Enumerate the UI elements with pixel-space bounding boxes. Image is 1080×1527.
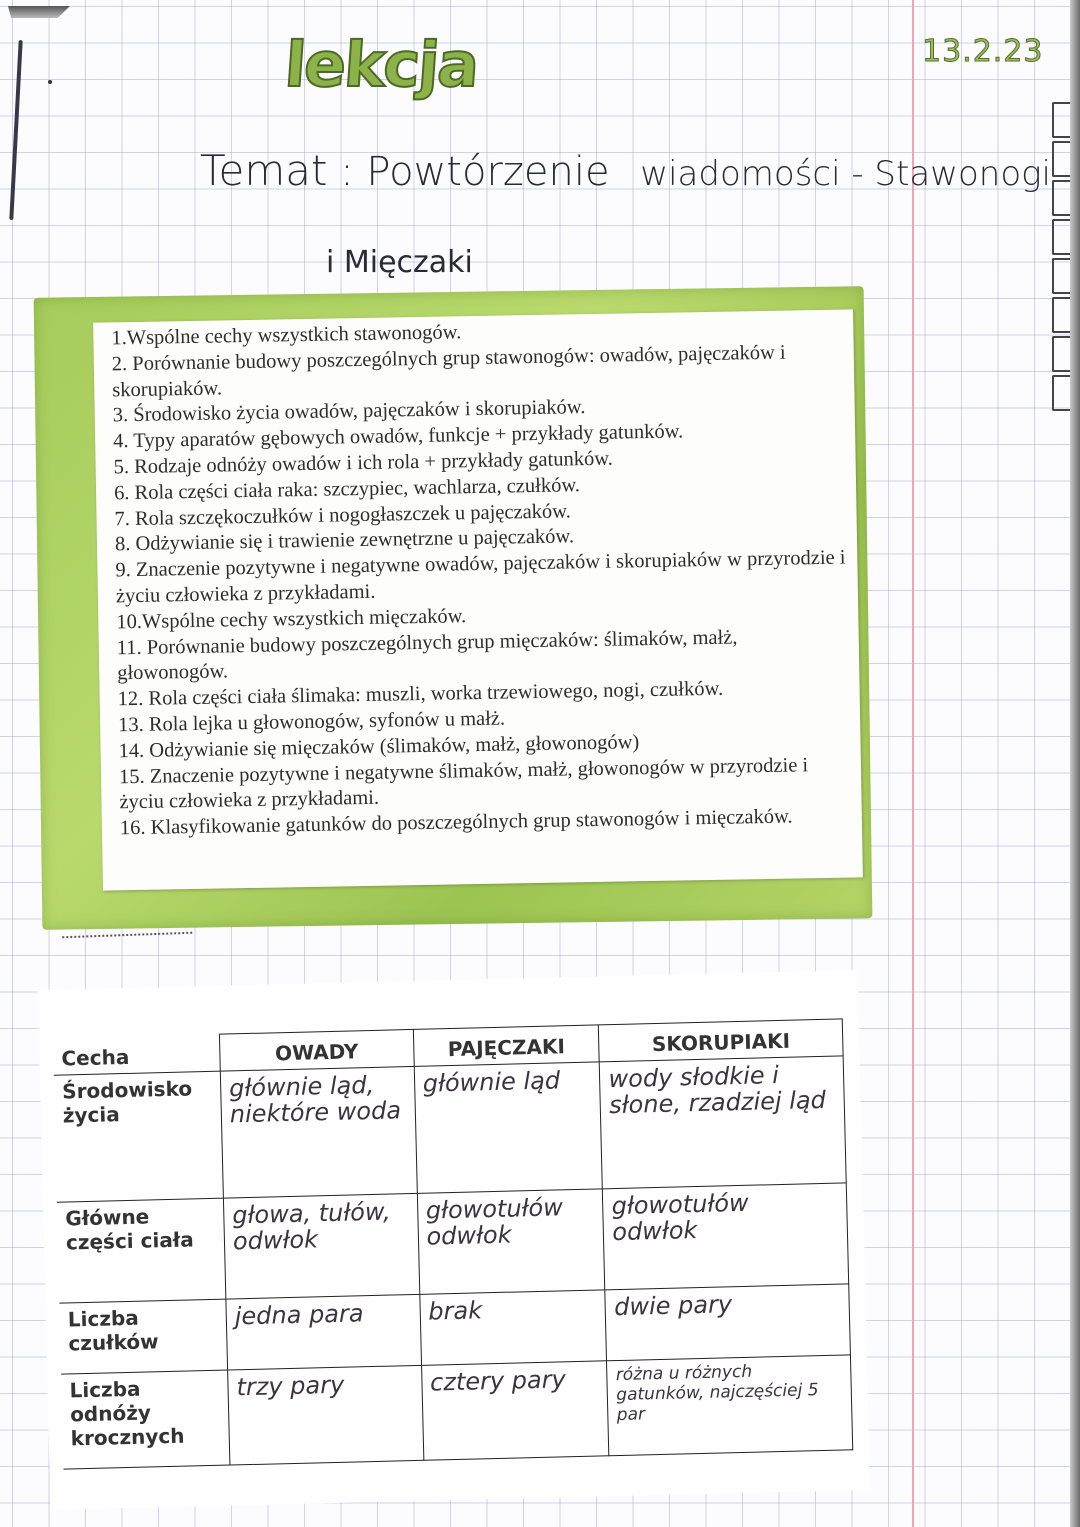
cell-pajeczaki: głowotułów odwłok (417, 1189, 605, 1295)
page-corner-shadow (8, 6, 70, 18)
margin-bracket-marks (1052, 102, 1070, 414)
table-row (61, 1355, 853, 1469)
note-item: 7. Rola szczękoczułków i nogogłaszczek u pajęczaków. (114, 499, 571, 530)
header-owady: OWADY (219, 1029, 413, 1071)
cell-skorupiaki: wody słodkie i słone, rzadziej ląd (600, 1056, 847, 1189)
page-edge-shadow (1070, 0, 1080, 1527)
note-item: 8. Odżywianie się i trawienie zewnętrzne u pajęczaków. (114, 525, 575, 556)
table-row (57, 1183, 849, 1303)
arthropod-comparison-table (53, 1018, 853, 1469)
note-item: 5. Rodzaje odnóży owadów i ich rola + przykłady gatunków. (113, 447, 614, 479)
lesson-date: 13.2.23 (922, 34, 1044, 69)
topic-title (200, 146, 1051, 195)
lesson-heading: lekcja (282, 28, 480, 101)
review-topics-note (93, 309, 863, 890)
row-label: Główne części ciała (57, 1198, 226, 1303)
cell-skorupiaki: różna u różnych gatunków, najczęściej 5 par (607, 1355, 853, 1456)
note-item: 6. Rola części ciała raka: szczypiec, wachlarza, czułków. (113, 473, 581, 505)
topic-title-continuation: i Mięczaki (326, 245, 473, 280)
topic-separator: : (340, 149, 354, 195)
comparison-table-sheet (38, 970, 870, 1510)
topic-label: Temat (200, 146, 328, 195)
cell-skorupiaki: dwie pary (605, 1284, 850, 1361)
cell-pajeczaki: cztery pary (421, 1361, 609, 1461)
cell-skorupiaki: głowotułów odwłok (603, 1183, 849, 1290)
cell-pajeczaki: brak (419, 1290, 607, 1366)
note-item: 4. Typy aparatów gębowych owadów, funkcje + przykłady gatunków. (112, 420, 684, 453)
note-item: 14. Odżywianie się mięczaków (ślimaków, małż, głowonogów) (118, 730, 640, 763)
note-item: 10.Wspólne cechy wszystkich mięczaków. (116, 604, 467, 634)
cell-owady: głównie ląd, niektóre woda (220, 1066, 417, 1198)
note-item: 13. Rola lejka u głowonogów, syfonów u małż. (117, 707, 506, 737)
pen-scribble (62, 918, 192, 939)
note-item: 3. Środowisko życia owadów, pajęczaków i skorupiaków. (112, 396, 586, 427)
table-row (54, 1056, 846, 1202)
topic-rest: wiadomości - Stawonogi (640, 154, 1051, 194)
cell-pajeczaki: głównie ląd (414, 1062, 603, 1194)
header-skorupiaki: SKORUPIAKI (599, 1019, 843, 1062)
note-item: 9. Znaczenie pozytywne i negatywne owadów, pajęczaków i skorupiaków w przyrodzie i życiu człowieka z przykładami. (115, 546, 846, 608)
note-item: 15. Znaczenie pozytywne i negatywne ślimaków, małż, głowonogów w przyrodzie i życiu człowieka z przykładami. (118, 753, 809, 814)
note-item: 11. Porównanie budowy poszczególnych grup mięczaków: ślimaków, małż, głowonogów. (116, 626, 738, 685)
row-label: Liczba odnóży krocznych (61, 1370, 230, 1469)
header-cecha: Cecha (53, 1034, 220, 1075)
note-item: 16. Klasyfikowanie gatunków do poszczególnych grup stawonogów i mięczaków. (119, 805, 793, 840)
margin-line (912, 0, 914, 1527)
header-pajeczaki: PAJĘCZAKI (413, 1025, 600, 1067)
topic-main: Powtórzenie (366, 149, 610, 195)
row-label: Liczba czułków (59, 1299, 227, 1374)
note-item: 12. Rola części ciała ślimaka: muszli, worka trzewiowego, nogi, czułków. (117, 677, 724, 711)
cell-owady: trzy pary (228, 1365, 424, 1465)
note-item: 2. Porównanie budowy poszczególnych grup stawonogów: owadów, pajęczaków i skorupiaków. (111, 341, 786, 401)
left-pen-stroke (9, 40, 22, 220)
row-label: Środowisko życia (54, 1071, 224, 1202)
cell-owady: jedna para (226, 1294, 421, 1370)
cell-owady: głowa, tułów, odwłok (223, 1193, 419, 1299)
note-item: 1.Wspólne cechy wszystkich stawonogów. (111, 321, 462, 350)
ink-dot (48, 80, 52, 84)
